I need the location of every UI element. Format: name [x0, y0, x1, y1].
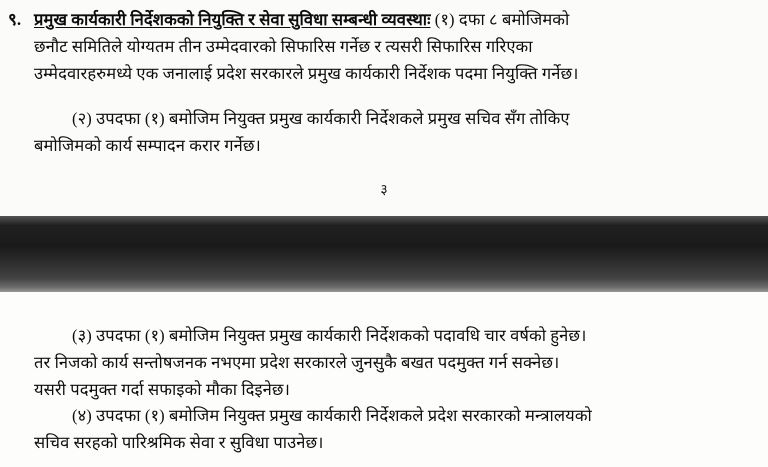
sub-clause-3-line-2: तर निजको कार्य सन्तोषजनक नभएमा प्रदेश सरकारले जुनसुकै बखत पदमुक्त गर्न सक्नेछ।	[34, 353, 560, 372]
page-number: ३	[380, 183, 388, 198]
sub-clause-4-body	[34, 402, 734, 456]
sub-clause-2-line-1: (२) उपदफा (१) बमोजिम नियुक्त प्रमुख कार्यकारी निर्देशकले प्रमुख सचिव सँग तोकिए	[72, 109, 570, 128]
clause-9-1-line-1: (१) दफा ८ बमोजिमको	[434, 10, 570, 29]
sub-clause-3	[34, 322, 760, 403]
band-highlight	[0, 216, 768, 226]
clause-9-1-line-2: छनौट समितिले योग्यतम तीन उम्मेदवारको सिफारिस गर्नेछ र त्यसरी सिफारिस गरिएका	[34, 37, 533, 56]
sub-clause-4-line-1: (४) उपदफा (१) बमोजिम नियुक्त प्रमुख कार्यकारी निर्देशकले प्रदेश सरकारको मन्त्रालयको	[72, 406, 592, 425]
sub-clause-3-line-3: यसरी पदमुक्त गर्दा सफाइको मौका दिइनेछ।	[34, 380, 290, 399]
sub-clause-2	[34, 105, 760, 159]
sub-clause-3-body	[34, 322, 734, 403]
clause-9	[8, 6, 760, 87]
scan-region-bottom	[0, 292, 768, 467]
sub-clause-4-line-2: सचिव सरहको पारिश्रमिक सेवा र सुविधा पाउनेछ।	[34, 433, 324, 452]
clause-number: ९.	[8, 10, 22, 29]
scan-region-top	[0, 0, 768, 216]
sub-clause-3-line-1: (३) उपदफा (१) बमोजिम नियुक्त प्रमुख कार्यकारी निर्देशकको पदावधि चार वर्षको हुनेछ।	[72, 326, 587, 345]
clause-9-1-line-3: उम्मेदवारहरुमध्ये एक जनालाई प्रदेश सरकारले प्रमुख कार्यकारी निर्देशक पदमा नियुक्ति गर्नेछ।	[34, 64, 579, 83]
scan-separator-band	[0, 216, 768, 292]
sub-clause-2-body	[34, 105, 734, 159]
sub-clause-2-line-2: बमोजिमको कार्य सम्पादन करार गर्नेछ।	[34, 136, 261, 155]
clause-9-body	[34, 6, 750, 87]
clause-9-heading: प्रमुख कार्यकारी निर्देशकको नियुक्ति र सेवा सुविधा सम्बन्धी व्यवस्थाः	[34, 10, 431, 29]
sub-clause-4	[34, 402, 760, 456]
